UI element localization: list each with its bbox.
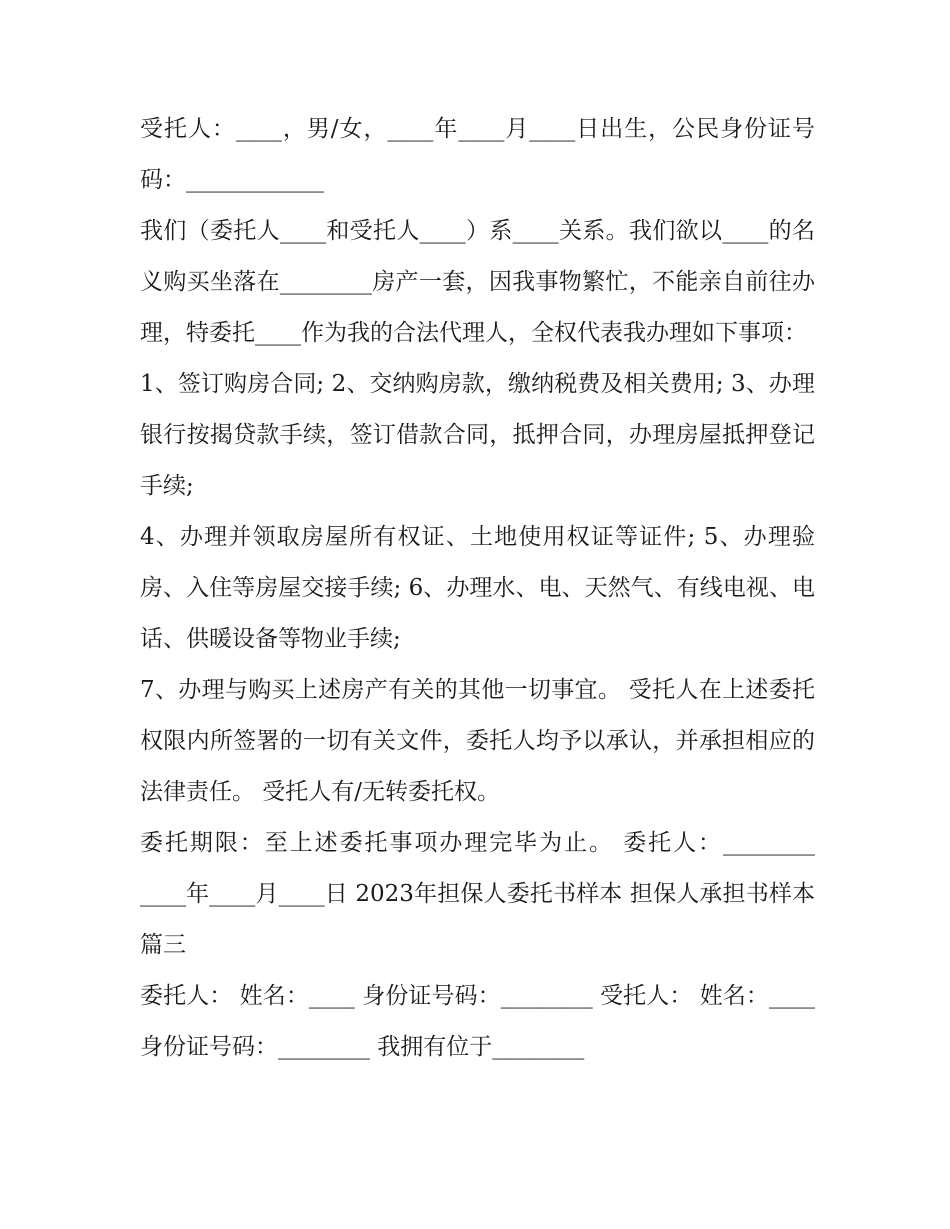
paragraph-items-1-3: 1、签订购房合同; 2、交纳购房款，缴纳税费及相关费用; 3、办理银行按揭贷款手续，签订借款合同，抵押合同，办理房屋抵押登记手续;: [140, 371, 815, 499]
paragraph-term: 委托期限：至上述委托事项办理完毕为止。 委托人：________ ____年____月____日 2023年担保人委托书样本 担保人承担书样本篇三: [140, 830, 815, 958]
paragraph-relationship: 我们（委托人____和受托人____）系____关系。我们欲以____的名义购买坐落在________房产一套，因我事物繁忙，不能亲自前往办理，特委托____作为我的合法代理人，全权代表我办理如下事项：: [140, 218, 815, 346]
paragraph-parties: 委托人： 姓名：____ 身份证号码：________ 受托人： 姓名：____ 身份证号码：________ 我拥有位于________: [140, 983, 815, 1060]
paragraph-item-7: 7、办理与购买上述房产有关的其他一切事宜。 受托人在上述委托权限内所签署的一切有关文件，委托人均予以承认，并承担相应的法律责任。 受托人有/无转委托权。: [140, 677, 815, 805]
document-page: [140, 104, 815, 1073]
paragraph-trustee-info: 受托人：____，男/女，____年____月____日出生，公民身份证号码：____________: [140, 116, 815, 193]
paragraph-items-4-6: 4、办理并领取房屋所有权证、土地使用权证等证件; 5、办理验房、入住等房屋交接手续; 6、办理水、电、天然气、有线电视、电话、供暖设备等物业手续;: [140, 524, 815, 652]
